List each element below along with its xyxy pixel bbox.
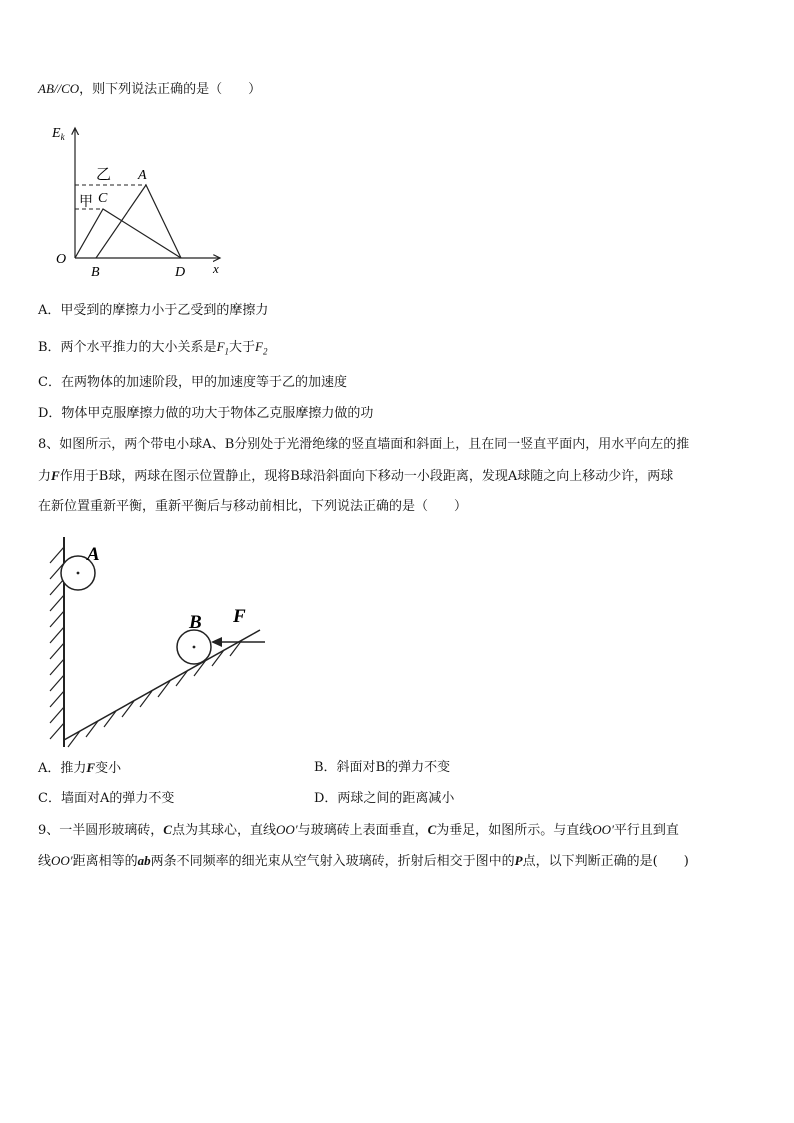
q8-option-d: D．两球之间的距离减小 xyxy=(314,791,455,806)
force-arrowhead xyxy=(211,637,222,647)
force-label: F xyxy=(233,606,246,627)
q7-option-b-mid: 大于 xyxy=(229,340,256,355)
q7-ek-x-graph xyxy=(48,120,238,280)
q8-stem-line-3: 在新位置重新平衡，重新平衡后与移动前相比，下列说法正确的是（ ） xyxy=(38,499,468,514)
curve-yi xyxy=(96,185,181,258)
ek-axis-label: $E_k$ xyxy=(52,126,65,142)
curve-jia xyxy=(75,209,181,258)
q8-stem-line-1: 8、如图所示，两个带电小球A、B分别处于光滑绝缘的竖直墙面和斜面上，且在同一竖直平面内，用水平向左的推 xyxy=(38,437,690,452)
label-jia: 甲 xyxy=(79,195,93,210)
q7-option-c: C．在两物体的加速阶段，甲的加速度等于乙的加速度 xyxy=(38,375,347,390)
q8-wall-slope-figure xyxy=(40,535,280,755)
q7-option-b-text: B．两个水平推力的大小关系是 xyxy=(38,340,217,355)
q8-option-a: A．推力F变小 xyxy=(38,760,122,776)
q8-option-b: B．斜面对B的弹力不变 xyxy=(314,760,451,775)
q7-stem xyxy=(38,80,261,99)
point-A-label: A xyxy=(138,168,147,183)
f1-symbol: $F_1$ xyxy=(216,339,230,357)
ball-a-label: A xyxy=(87,544,100,565)
label-yi: 乙 xyxy=(96,167,112,183)
incline-hatching xyxy=(68,640,242,747)
q7-option-b xyxy=(38,338,267,361)
q9-stem-line-1: 9、一半圆形玻璃砖，C点为其球心，直线OO′与玻璃砖上表面垂直，C为垂足，如图所示。与直线OO′平行且到直 xyxy=(38,822,679,838)
q8-stem-line-2: 力F作用于B球，两球在图示位置静止，现将B球沿斜面向下移动一小段距离，发现A球随之向上移动少许，两球 xyxy=(38,468,674,484)
ball-b-center xyxy=(193,646,196,649)
q8-option-c: C．墙面对A的弹力不变 xyxy=(38,791,175,806)
q9-stem-line-2: 线OO′距离相等的ab两条不同频率的细光束从空气射入玻璃砖，折射后相交于图中的P点，以下判断正确的是( ) xyxy=(38,853,689,869)
ball-a-center xyxy=(77,572,80,575)
point-O-label: O xyxy=(56,252,67,267)
point-D-label: D xyxy=(175,265,186,280)
point-C-label: C xyxy=(98,191,108,206)
q7-stem-text: ，则下列说法正确的是（ ） xyxy=(79,82,262,97)
x-axis-label: x xyxy=(213,261,219,276)
f2-symbol: $F_2$ xyxy=(255,339,268,357)
q7-option-d: D．物体甲克服摩擦力做的功大于物体乙克服摩擦力做的功 xyxy=(38,406,374,421)
q7-option-a: A．甲受到的摩擦力小于乙受到的摩擦力 xyxy=(38,303,269,318)
q7-stem-math: AB//CO xyxy=(38,81,80,96)
point-B-label: B xyxy=(91,265,100,280)
ball-b-label: B xyxy=(189,612,202,633)
incline-surface xyxy=(64,630,260,740)
